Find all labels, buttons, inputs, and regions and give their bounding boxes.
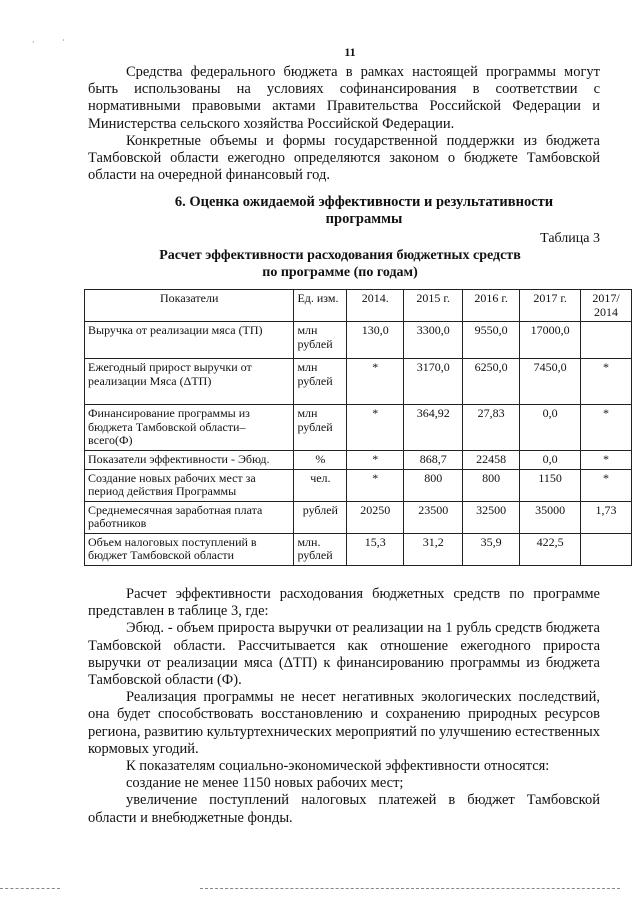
table-cell: 130,0 [347, 322, 404, 359]
table-cell: 27,83 [463, 405, 520, 451]
body-text [88, 586, 600, 827]
table-cell: % [294, 451, 347, 470]
section-heading-line: программы [325, 211, 403, 227]
table-header: 2017/ 2014 [581, 290, 632, 322]
table-row [85, 451, 632, 470]
table-header: 2015 г. [404, 290, 463, 322]
table-row [85, 501, 632, 533]
table-header: 2014. [347, 290, 404, 322]
table-cell: млн рублей [294, 359, 347, 405]
table-cell: 1,73 [581, 501, 632, 533]
table-cell: * [581, 469, 632, 501]
table-cell: млн рублей [294, 405, 347, 451]
table-cell: 31,2 [404, 533, 463, 565]
table-cell: * [347, 405, 404, 451]
table-row [85, 359, 632, 405]
table-cell [581, 533, 632, 565]
scan-speck: · [62, 36, 65, 45]
table-cell: * [581, 451, 632, 470]
table-header: Ед. изм. [294, 290, 347, 322]
scan-artifact-line [0, 888, 60, 890]
body-paragraph: создание не менее 1150 новых рабочих мест; [126, 775, 404, 792]
table-cell: 20250 [347, 501, 404, 533]
table-cell: 9550,0 [463, 322, 520, 359]
section-heading-line: 6. Оценка ожидаемой эффективности и результативности [174, 194, 554, 210]
section-heading [88, 194, 600, 228]
table-cell: 6250,0 [463, 359, 520, 405]
table-cell: * [347, 451, 404, 470]
table-cell: Создание новых рабочих мест за период действия Программы [85, 469, 294, 501]
table-cell: 800 [404, 469, 463, 501]
table-cell: 868,7 [404, 451, 463, 470]
page-number: 11 [344, 45, 356, 59]
body-paragraph: увеличение поступлений налоговых платежей в бюджет Тамбовской области и внебюджетные фонды. [88, 792, 600, 826]
table-cell: 422,5 [520, 533, 581, 565]
table-cell: Среднемесячная заработная плата работников [85, 501, 294, 533]
table-cell: 35,9 [463, 533, 520, 565]
table-cell: Объем налоговых поступлений в бюджет Тамбовской области [85, 533, 294, 565]
table-cell: 35000 [520, 501, 581, 533]
scan-artifact-line [200, 888, 620, 890]
table-row [85, 405, 632, 451]
table-cell: рублей [294, 501, 347, 533]
body-paragraph: Реализация программы не несет негативных экологических последствий, она будет способствовать восстановлению и сохранению природных ресурсов региона, развитию культуртехнических мероприятий по улучшению естественных кормовых угодий. [88, 689, 600, 757]
table-cell: 3170,0 [404, 359, 463, 405]
intro-paragraph: Конкретные объемы и формы государственной поддержки из бюджета Тамбовской области ежегодно определяются законом о бюджете Тамбовской области на очередной финансовый год. [88, 132, 600, 184]
table-cell: 17000,0 [520, 322, 581, 359]
table-cell: 1150 [520, 469, 581, 501]
table-cell [581, 322, 632, 359]
table-header-row [85, 290, 632, 322]
table-title [100, 247, 580, 281]
table-row [85, 469, 632, 501]
table-cell: 23500 [404, 501, 463, 533]
table-cell: 15,3 [347, 533, 404, 565]
table-cell: Выручка от реализации мяса (ТП) [85, 322, 294, 359]
intro-paragraph: Средства федерального бюджета в рамках настоящей программы могут быть использованы на условиях софинансирования в соответствии с нормативными правовыми актами Правительства Российской Федерации и Министерства сельского хозяйства Российской Федерации. [88, 64, 600, 132]
table-cell: 7450,0 [520, 359, 581, 405]
table-cell: Ежегодный прирост выручки от реализации Мяса (ΔТП) [85, 359, 294, 405]
table-cell: Показатели эффективности - Эбюд. [85, 451, 294, 470]
table-title-line: по программе (по годам) [262, 265, 418, 280]
table-cell: 0,0 [520, 451, 581, 470]
table-cell: * [581, 359, 632, 405]
efficiency-table [84, 289, 632, 566]
table-cell: 800 [463, 469, 520, 501]
table-cell: млн. рублей [294, 533, 347, 565]
table-label: Таблица 3 [540, 231, 600, 246]
table-row [85, 322, 632, 359]
table-cell: 3300,0 [404, 322, 463, 359]
table-title-line: Расчет эффективности расходования бюджетных средств [159, 248, 521, 263]
table-cell: * [347, 359, 404, 405]
intro-text [88, 64, 600, 184]
scan-speck: · [32, 38, 35, 47]
table-header: Показатели [85, 290, 294, 322]
table-cell: чел. [294, 469, 347, 501]
table-cell: * [581, 405, 632, 451]
body-paragraph: Расчет эффективности расходования бюджетных средств по программе представлен в таблице 3, где: [88, 586, 600, 620]
table-cell: Финансирование программы из бюджета Тамбовской области– всего(Ф) [85, 405, 294, 451]
table-cell: 22458 [463, 451, 520, 470]
table-header: 2017 г. [520, 290, 581, 322]
table-cell: * [347, 469, 404, 501]
body-paragraph: Эбюд. - объем прироста выручки от реализации на 1 рубль средств бюджета Тамбовской области. Рассчитывается как отношение ежегодного прироста выручки от реализации мяса (ΔТП) к финансированию программы из бюджета Тамбовской области (Ф). [88, 620, 600, 689]
table-row [85, 533, 632, 565]
table-cell: 364,92 [404, 405, 463, 451]
table-header: 2016 г. [463, 290, 520, 322]
table-cell: 0,0 [520, 405, 581, 451]
body-paragraph: К показателям социально-экономической эффективности относятся: [126, 758, 550, 775]
table-cell: млн рублей [294, 322, 347, 359]
table-cell: 32500 [463, 501, 520, 533]
